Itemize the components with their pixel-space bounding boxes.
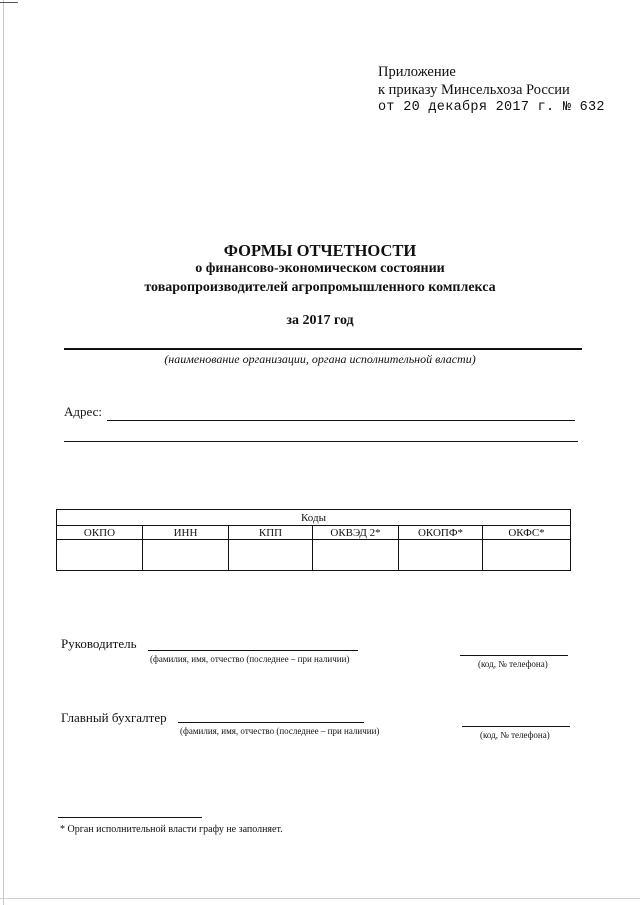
org-name-caption: (наименование организации, органа исполнительной власти)	[164, 352, 476, 366]
accountant-name-line[interactable]	[178, 722, 364, 723]
head-name-caption: (фамилия, имя, отчество (последнее – при наличии)	[150, 654, 350, 664]
codes-value-okpo[interactable]	[57, 540, 143, 571]
head-label: Руководитель	[61, 636, 137, 651]
codes-column-inn: ИНН	[143, 526, 229, 540]
codes-value-inn[interactable]	[143, 540, 229, 571]
page-top-mark	[0, 2, 18, 3]
codes-column-okved2: ОКВЭД 2*	[313, 526, 399, 540]
form-subtitle-1: о финансово-экономическом состоянии	[195, 261, 445, 276]
appendix-line-3: от 20 декабря 2017 г. № 632	[378, 100, 605, 115]
footnote-separator	[58, 817, 202, 818]
head-phone-caption: (код, № телефона)	[478, 659, 548, 669]
footnote: * Орган исполнительной власти графу не заполняет.	[60, 824, 283, 835]
accountant-phone-caption: (код, № телефона)	[480, 730, 550, 740]
codes-value-okved2[interactable]	[313, 540, 399, 571]
accountant-phone-line[interactable]	[462, 726, 570, 727]
page-left-edge	[3, 0, 4, 905]
form-title: ФОРМЫ ОТЧЕТНОСТИ	[223, 241, 417, 260]
codes-value-kpp[interactable]	[229, 540, 313, 571]
form-subtitle-2: товаропроизводителей агропромышленного комплекса	[144, 280, 496, 295]
address-label: Адрес:	[64, 404, 102, 419]
codes-value-okopf[interactable]	[399, 540, 483, 571]
appendix-block	[378, 63, 605, 117]
codes-value-okfs[interactable]	[483, 540, 571, 571]
codes-column-kpp: КПП	[229, 526, 313, 540]
head-name-line[interactable]	[148, 650, 358, 651]
form-year: за 2017 год	[286, 313, 354, 328]
appendix-line-1: Приложение	[378, 64, 456, 80]
codes-column-okfs: ОКФС*	[483, 526, 571, 540]
head-phone-line[interactable]	[460, 655, 568, 656]
codes-header: Коды	[57, 510, 571, 526]
page-bottom-edge	[0, 898, 640, 899]
accountant-name-caption: (фамилия, имя, отчество (последнее – при наличии)	[180, 726, 380, 736]
codes-table	[56, 509, 571, 571]
address-line-2[interactable]	[64, 441, 578, 442]
appendix-line-2: к приказу Минсельхоза России	[378, 82, 570, 98]
codes-column-okpo: ОКПО	[57, 526, 143, 540]
codes-column-okopf: ОКОПФ*	[399, 526, 483, 540]
address-line-1[interactable]	[107, 420, 575, 421]
org-name-line[interactable]	[64, 348, 582, 350]
accountant-label: Главный бухгалтер	[61, 710, 167, 725]
